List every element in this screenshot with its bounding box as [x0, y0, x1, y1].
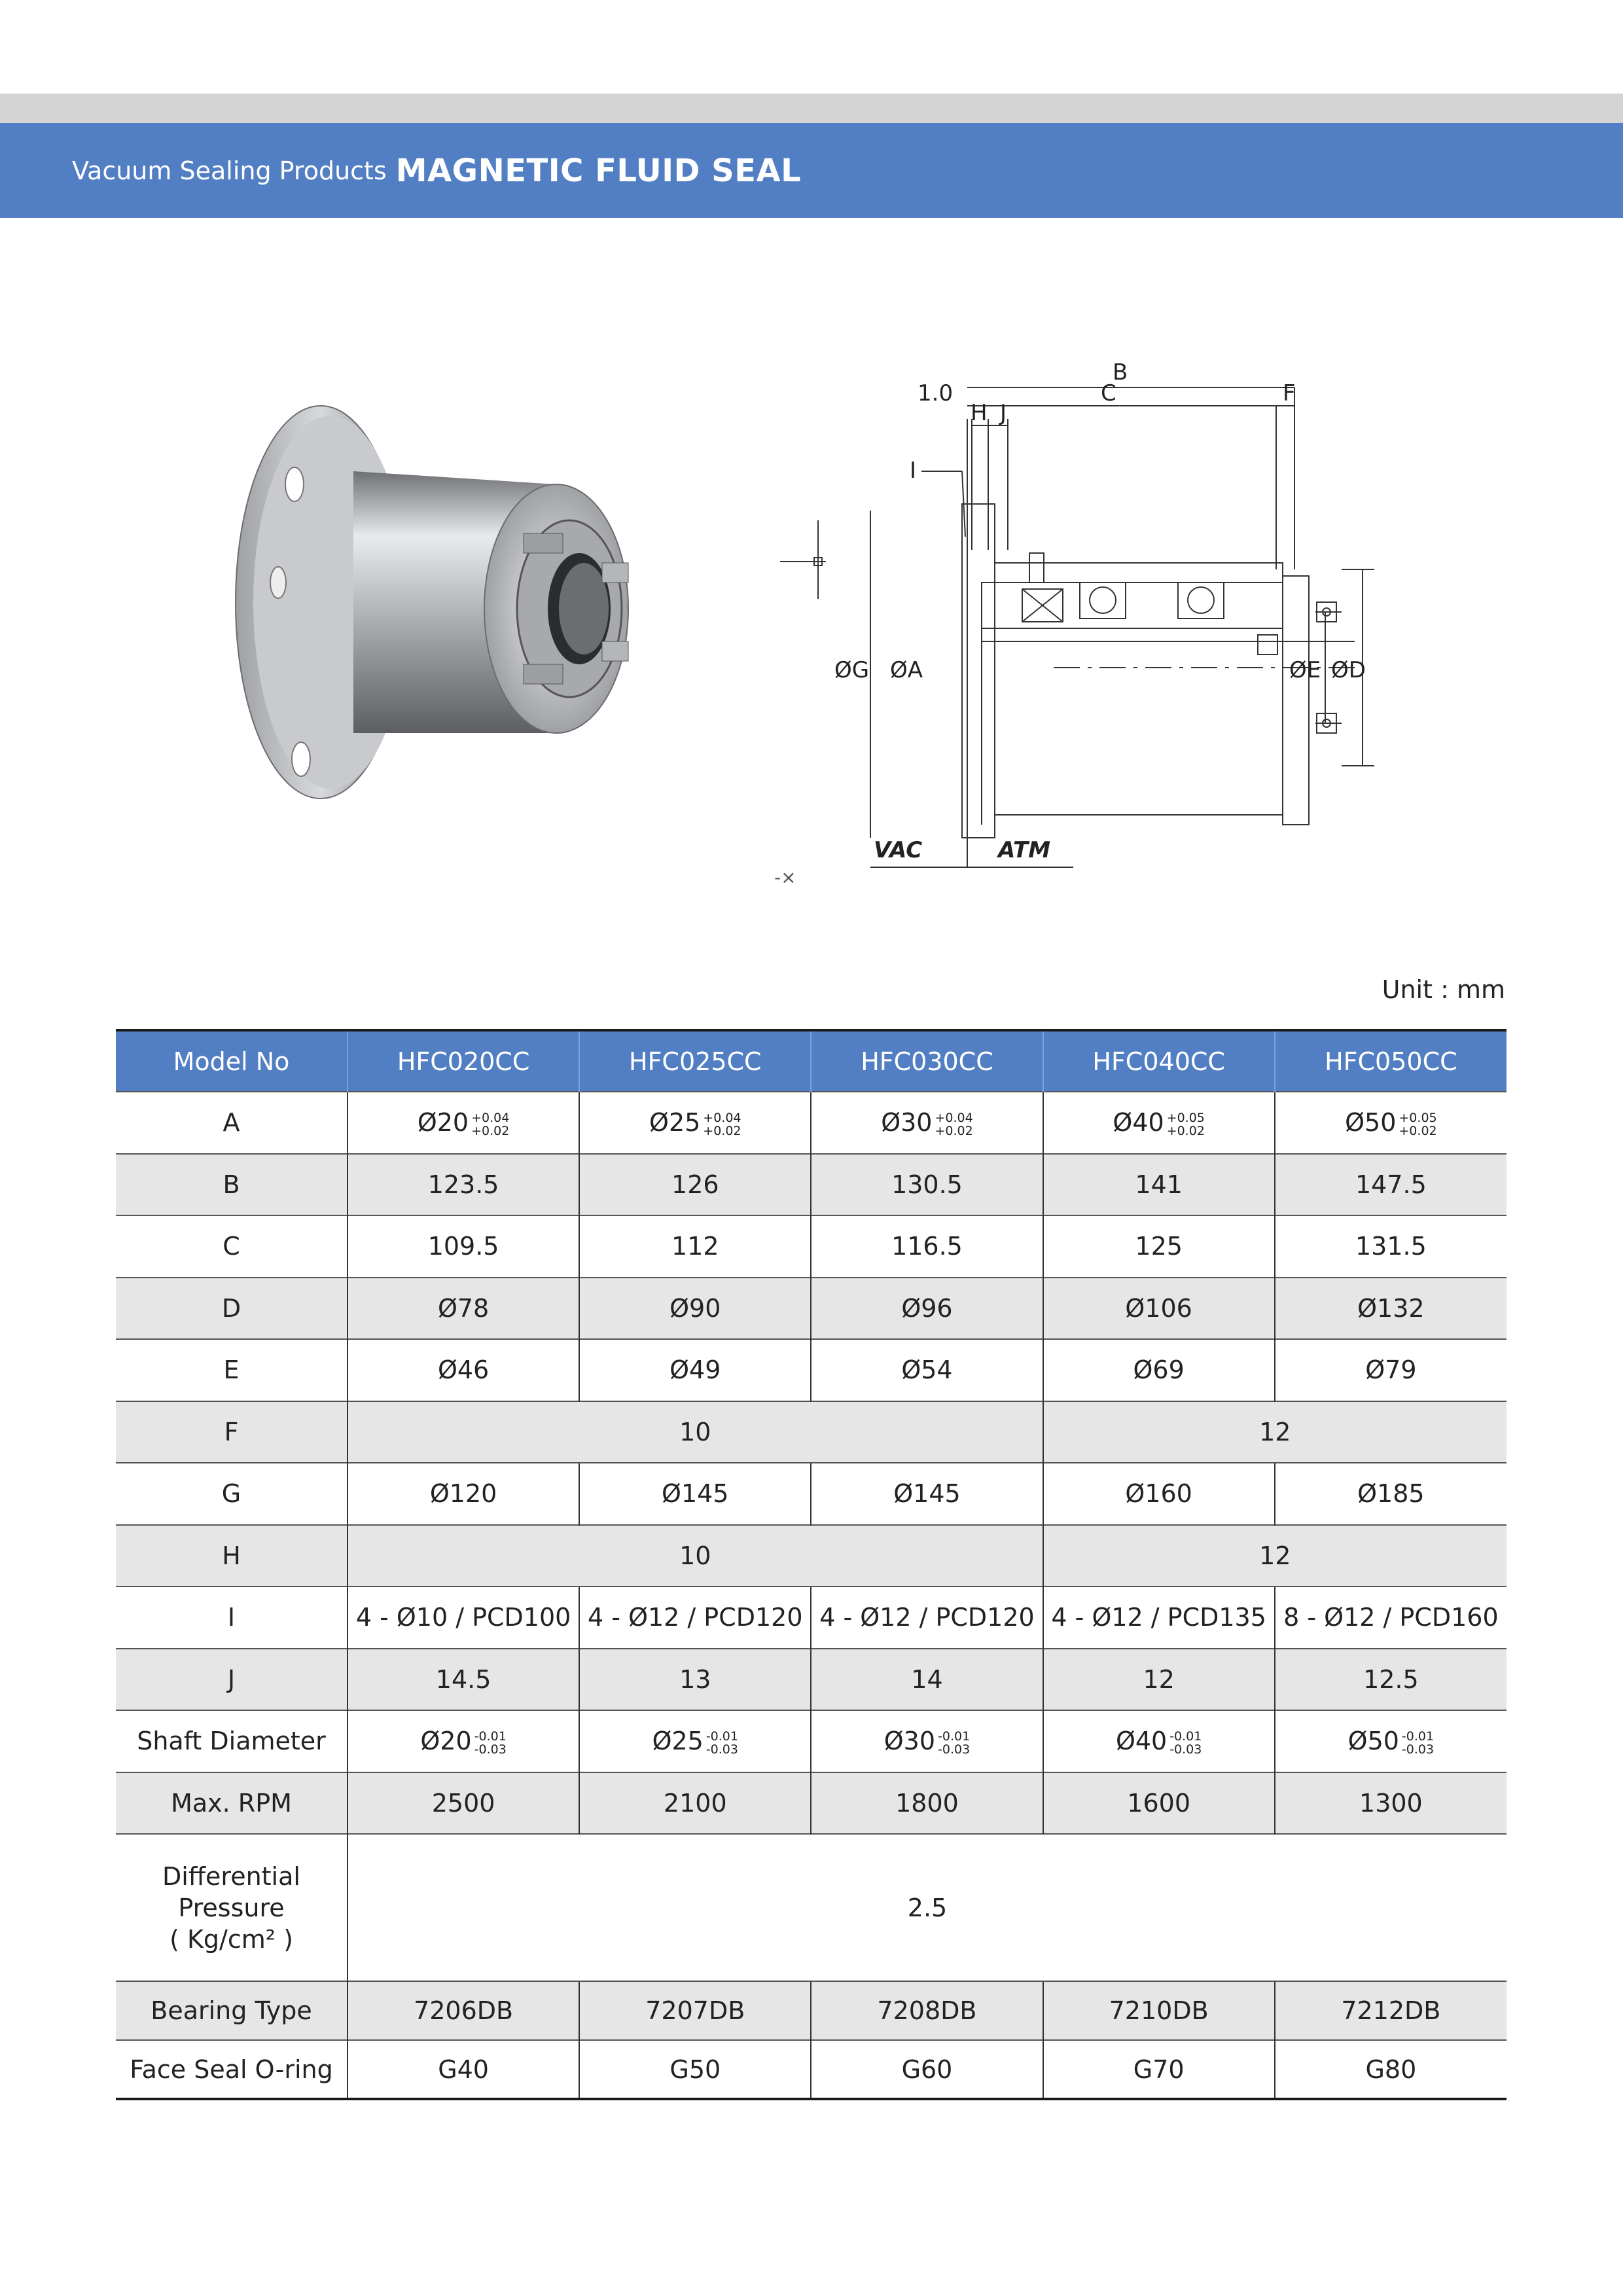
- cell-b: 123.5: [348, 1154, 579, 1216]
- header-model: HFC030CC: [811, 1030, 1043, 1092]
- cell-i: 4 - Ø12 / PCD120: [811, 1587, 1043, 1649]
- table-row-b: [116, 1154, 1507, 1216]
- cell-j: 14: [811, 1649, 1043, 1711]
- drawing-label-one: 1.0: [918, 380, 954, 406]
- cell-i: 4 - Ø10 / PCD100: [348, 1587, 579, 1649]
- cell-rpm: 1600: [1043, 1772, 1275, 1835]
- cell-b: 147.5: [1275, 1154, 1507, 1216]
- cell-g: Ø160: [1043, 1463, 1275, 1525]
- cell-a: Ø50 +0.05 +0.02: [1275, 1092, 1507, 1154]
- cell-d: Ø96: [811, 1278, 1043, 1340]
- table-row-max-rpm: [116, 1772, 1507, 1835]
- drawing-label-atm: ATM: [998, 837, 1051, 863]
- row-label: Shaft Diameter: [116, 1710, 348, 1772]
- drawing-label-h: H: [971, 400, 988, 426]
- cell-f-group1: 10: [348, 1401, 1043, 1463]
- cell-c: 125: [1043, 1215, 1275, 1278]
- drawing-label-a: ØA: [890, 657, 923, 683]
- header-model: HFC040CC: [1043, 1030, 1275, 1092]
- cell-c: 131.5: [1275, 1215, 1507, 1278]
- cell-j: 13: [579, 1649, 811, 1711]
- cell-d: Ø90: [579, 1278, 811, 1340]
- cell-bearing: 7207DB: [579, 1981, 811, 2040]
- cell-d: Ø78: [348, 1278, 579, 1340]
- row-label: E: [116, 1339, 348, 1401]
- cell-shaft: Ø30 -0.01 -0.03: [811, 1710, 1043, 1772]
- cell-b: 130.5: [811, 1154, 1043, 1216]
- drawing-label-c: C: [1101, 380, 1116, 406]
- drawing-label-i: I: [910, 457, 917, 484]
- row-label: G: [116, 1463, 348, 1525]
- table-row-a: [116, 1092, 1507, 1154]
- cell-g: Ø145: [811, 1463, 1043, 1525]
- cell-bearing: 7212DB: [1275, 1981, 1507, 2040]
- cell-bearing: 7206DB: [348, 1981, 579, 2040]
- drawing-label-g: ØG: [834, 657, 870, 683]
- drawing-label-d: ØD: [1331, 657, 1366, 683]
- table-row-g: [116, 1463, 1507, 1525]
- cell-c: 112: [579, 1215, 811, 1278]
- drawing-label-vac: VAC: [874, 837, 923, 863]
- cell-oring: G60: [811, 2040, 1043, 2099]
- row-label: C: [116, 1215, 348, 1278]
- header-model: HFC020CC: [348, 1030, 579, 1092]
- cell-e: Ø54: [811, 1339, 1043, 1401]
- drawing-label-j: J: [1000, 400, 1007, 426]
- cell-rpm: 2100: [579, 1772, 811, 1835]
- cell-e: Ø46: [348, 1339, 579, 1401]
- table-row-h: [116, 1525, 1507, 1587]
- cell-e: Ø69: [1043, 1339, 1275, 1401]
- cell-shaft: Ø40 -0.01 -0.03: [1043, 1710, 1275, 1772]
- cell-i: 4 - Ø12 / PCD135: [1043, 1587, 1275, 1649]
- cell-g: Ø120: [348, 1463, 579, 1525]
- cell-oring: G80: [1275, 2040, 1507, 2099]
- table-row-i: [116, 1587, 1507, 1649]
- cell-oring: G50: [579, 2040, 811, 2099]
- cell-d: Ø106: [1043, 1278, 1275, 1340]
- cell-e: Ø79: [1275, 1339, 1507, 1401]
- cell-h-group1: 10: [348, 1525, 1043, 1587]
- cell-e: Ø49: [579, 1339, 811, 1401]
- row-label: A: [116, 1092, 348, 1154]
- cell-j: 12.5: [1275, 1649, 1507, 1711]
- table-row-face-seal-oring: [116, 2040, 1507, 2099]
- cell-i: 4 - Ø12 / PCD120: [579, 1587, 811, 1649]
- cell-shaft: Ø20 -0.01 -0.03: [348, 1710, 579, 1772]
- technical-drawing: [766, 353, 1407, 890]
- header-banner: [0, 123, 1623, 218]
- spec-table: [116, 1029, 1507, 2100]
- table-row-f: [116, 1401, 1507, 1463]
- cell-g: Ø185: [1275, 1463, 1507, 1525]
- cell-c: 116.5: [811, 1215, 1043, 1278]
- cell-rpm: 2500: [348, 1772, 579, 1835]
- cell-rpm: 1300: [1275, 1772, 1507, 1835]
- unit-label: Unit : mm: [1382, 975, 1505, 1004]
- cell-oring: G40: [348, 2040, 579, 2099]
- drawing-label-b: B: [1113, 359, 1128, 386]
- cell-bearing: 7208DB: [811, 1981, 1043, 2040]
- header-model-no: Model No: [116, 1030, 348, 1092]
- drawing-label-f: F: [1283, 380, 1296, 406]
- row-label: Differential Pressure ( Kg/cm² ): [116, 1834, 348, 1981]
- table-row-differential-pressure: [116, 1834, 1507, 1981]
- cell-oring: G70: [1043, 2040, 1275, 2099]
- drawing-label-e: ØE: [1289, 657, 1321, 683]
- cell-shaft: Ø25 -0.01 -0.03: [579, 1710, 811, 1772]
- cell-j: 12: [1043, 1649, 1275, 1711]
- cell-a: Ø20 +0.04 +0.02: [348, 1092, 579, 1154]
- table-row-c: [116, 1215, 1507, 1278]
- cell-c: 109.5: [348, 1215, 579, 1278]
- cell-g: Ø145: [579, 1463, 811, 1525]
- header-model: HFC050CC: [1275, 1030, 1507, 1092]
- cell-h-group2: 12: [1043, 1525, 1507, 1587]
- cell-f-group2: 12: [1043, 1401, 1507, 1463]
- cell-a: Ø30 +0.04 +0.02: [811, 1092, 1043, 1154]
- row-label: J: [116, 1649, 348, 1711]
- header-title: MAGNETIC FLUID SEAL: [395, 152, 802, 189]
- header-subtitle: Vacuum Sealing Products: [72, 156, 387, 185]
- drawing-mark: -×: [774, 867, 796, 888]
- row-label: I: [116, 1587, 348, 1649]
- table-row-d: [116, 1278, 1507, 1340]
- header-model: HFC025CC: [579, 1030, 811, 1092]
- table-row-bearing-type: [116, 1981, 1507, 2040]
- table-row-j: [116, 1649, 1507, 1711]
- cell-a: Ø40 +0.05 +0.02: [1043, 1092, 1275, 1154]
- cell-rpm: 1800: [811, 1772, 1043, 1835]
- table-header-row: [116, 1030, 1507, 1092]
- cell-pressure: 2.5: [348, 1834, 1507, 1981]
- cell-j: 14.5: [348, 1649, 579, 1711]
- cell-i: 8 - Ø12 / PCD160: [1275, 1587, 1507, 1649]
- cell-d: Ø132: [1275, 1278, 1507, 1340]
- row-label: Max. RPM: [116, 1772, 348, 1835]
- table-row-e: [116, 1339, 1507, 1401]
- row-label: D: [116, 1278, 348, 1340]
- cell-shaft: Ø50 -0.01 -0.03: [1275, 1710, 1507, 1772]
- row-label: Face Seal O-ring: [116, 2040, 348, 2099]
- top-gray-strip: [0, 94, 1623, 123]
- table-row-shaft-diameter: [116, 1710, 1507, 1772]
- row-label: F: [116, 1401, 348, 1463]
- product-photo: [216, 367, 687, 812]
- cell-b: 141: [1043, 1154, 1275, 1216]
- cell-b: 126: [579, 1154, 811, 1216]
- row-label: H: [116, 1525, 348, 1587]
- cell-a: Ø25 +0.04 +0.02: [579, 1092, 811, 1154]
- cell-bearing: 7210DB: [1043, 1981, 1275, 2040]
- row-label: Bearing Type: [116, 1981, 348, 2040]
- row-label: B: [116, 1154, 348, 1216]
